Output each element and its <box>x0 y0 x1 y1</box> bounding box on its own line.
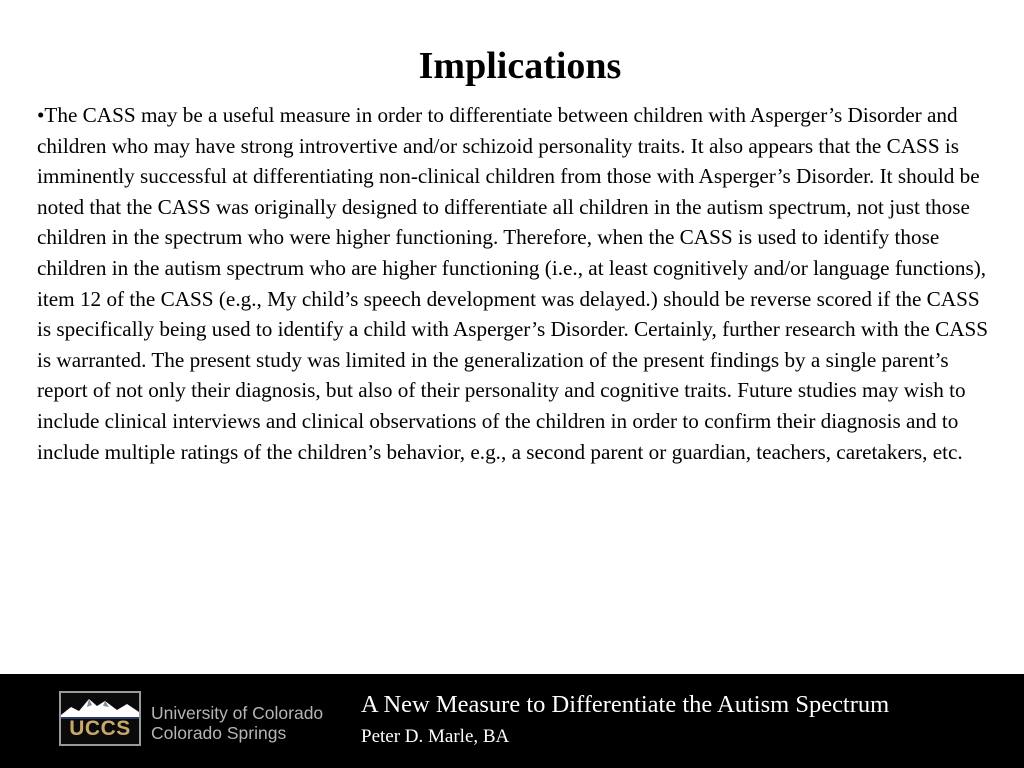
university-name-line2: Colorado Springs <box>151 723 287 743</box>
uccs-wordmark: UCCS <box>69 717 131 740</box>
university-name <box>151 703 323 743</box>
university-name-line1: University of Colorado <box>151 703 324 723</box>
slide-body-text: •The CASS may be a useful measure in order to differentiate between children with Asperger’s Disorder and children who may have strong introvertive and/or schizoid personality traits. It also appears that the CASS is imminently successful at differentiating non-clinical children from those with Asperger’s Disorder. It should be noted that the CASS was originally designed to differentiate all children in the autism spectrum, not just those children in the spectrum who were higher functioning. Therefore, when the CASS is used to identify those children in the autism spectrum who are higher functioning (i.e., at least cognitively and/or language functions), item 12 of the CASS (e.g., My child’s speech development was delayed.) should be reverse scored if the CASS is specifically being used to identify a child with Asperger’s Disorder. Certainly, further research with the CASS is warranted. The present study was limited in the generalization of the present findings by a single parent’s report of not only their diagnosis, but also of their personality and cognitive traits. Future studies may wish to include clinical interviews and clinical observations of the children in order to confirm their diagnosis and to include multiple ratings of the children’s behavior, e.g., a second parent or guardian, teachers, caretakers, etc. <box>37 103 989 464</box>
uccs-logo <box>59 691 141 746</box>
presentation-title: A New Measure to Differentiate the Autism Spectrum <box>361 691 890 718</box>
slide-title: Implications <box>418 45 622 87</box>
presentation-author: Peter D. Marle, BA <box>361 726 510 747</box>
